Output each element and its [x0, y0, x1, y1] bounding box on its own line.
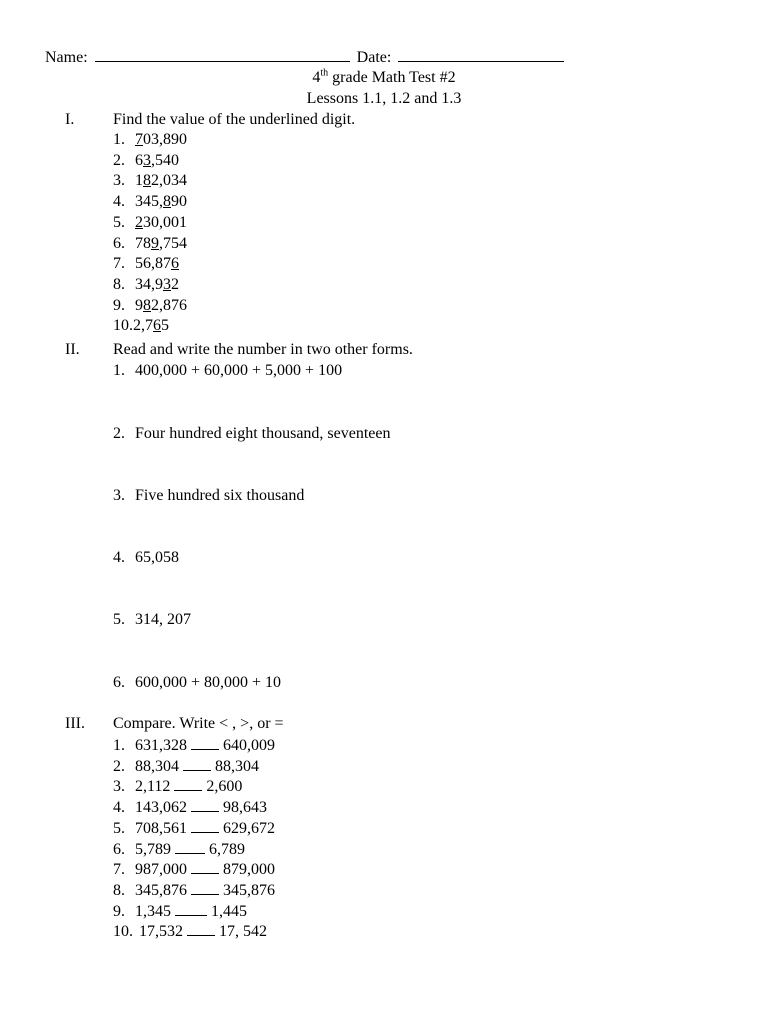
number-expression: Four hundred eight thousand, seventeen	[135, 425, 391, 442]
compare-left-value: 631,328	[135, 737, 191, 754]
section-3-item	[113, 818, 275, 839]
item-number: 5.	[113, 819, 125, 837]
compare-right-value: 2,600	[202, 778, 243, 796]
number-part: 56,87	[135, 255, 171, 273]
section-3-numeral: III.	[65, 715, 85, 732]
underlined-digit: 7	[135, 131, 143, 148]
section-2-item	[113, 610, 191, 630]
title-grade-suffix: th	[320, 67, 329, 79]
item-number: 1.	[113, 737, 125, 754]
item-number: 8.	[113, 881, 125, 899]
section-1-instruction: Find the value of the underlined digit.	[113, 111, 356, 128]
compare-answer-blank[interactable]	[175, 901, 207, 916]
underlined-digit: 3	[163, 275, 171, 293]
section-2-item	[113, 361, 342, 381]
number-expression: 600,000 + 80,000 + 10	[135, 674, 282, 691]
number-part: 2,034	[151, 172, 187, 190]
compare-left-value: 1,345	[135, 902, 175, 920]
item-number: 7.	[113, 255, 125, 273]
number-part: 6	[135, 151, 143, 169]
compare-right-value: 17, 542	[215, 923, 267, 941]
item-number: 10.	[113, 317, 133, 335]
underlined-digit: 2	[135, 213, 143, 231]
compare-answer-blank[interactable]	[191, 818, 219, 833]
number-part: 30,001	[143, 213, 187, 231]
item-number: 6.	[113, 234, 125, 252]
compare-answer-blank[interactable]	[191, 859, 219, 874]
item-number: 3.	[113, 778, 125, 796]
underlined-digit: 6	[171, 255, 179, 273]
section-3-item	[113, 921, 267, 942]
section-3-item	[113, 735, 275, 756]
compare-left-value: 17,532	[139, 923, 187, 941]
compare-answer-blank[interactable]	[175, 839, 205, 854]
number-part: 2,7	[133, 317, 153, 335]
compare-left-value: 345,876	[135, 881, 191, 899]
section-1-item	[113, 254, 179, 274]
header-line	[45, 47, 564, 68]
section-1-item	[113, 316, 169, 336]
number-part: 90	[171, 193, 187, 211]
compare-left-value: 987,000	[135, 861, 191, 879]
underlined-digit: 9	[151, 234, 159, 252]
section-3-item	[113, 776, 242, 797]
section-2-item	[113, 486, 304, 506]
compare-left-value: 2,112	[135, 778, 175, 796]
lessons-subtitle: Lessons 1.1, 1.2 and 1.3	[306, 90, 462, 107]
section-3-item	[113, 839, 245, 860]
underlined-digit: 8	[163, 193, 171, 211]
number-part: ,540	[151, 151, 179, 169]
name-blank[interactable]	[95, 47, 350, 62]
section-1-item	[113, 275, 179, 295]
compare-answer-blank[interactable]	[191, 880, 219, 895]
section-3-item	[113, 756, 259, 777]
section-1-item	[113, 171, 187, 191]
item-number: 2.	[113, 757, 125, 775]
compare-left-value: 5,789	[135, 840, 175, 858]
name-label: Name:	[45, 49, 88, 66]
item-number: 1.	[113, 131, 125, 148]
item-number: 4.	[113, 193, 125, 211]
compare-left-value: 708,561	[135, 819, 191, 837]
section-2-item	[113, 424, 391, 444]
compare-right-value: 629,672	[219, 819, 275, 837]
item-number: 6.	[113, 840, 125, 858]
item-number: 4.	[113, 549, 125, 566]
section-1-item	[113, 130, 187, 150]
compare-answer-blank[interactable]	[183, 756, 211, 771]
section-1-item	[113, 234, 187, 254]
number-expression: Five hundred six thousand	[135, 487, 305, 504]
section-3-item	[113, 797, 267, 818]
section-1-item	[113, 213, 187, 233]
section-3-instruction: Compare. Write < , >, or =	[113, 715, 284, 732]
compare-right-value: 1,445	[207, 902, 247, 920]
number-part: 345,	[135, 193, 163, 211]
number-expression: 65,058	[135, 549, 179, 566]
section-2-numeral: II.	[65, 341, 80, 358]
compare-answer-blank[interactable]	[191, 797, 219, 812]
number-expression: 314, 207	[135, 611, 191, 628]
item-number: 3.	[113, 487, 125, 504]
compare-right-value: 640,009	[219, 737, 275, 754]
item-number: 10.	[113, 923, 133, 941]
section-3-item	[113, 859, 275, 880]
item-number: 6.	[113, 674, 125, 691]
item-number: 5.	[113, 213, 125, 231]
item-number: 8.	[113, 275, 125, 293]
compare-left-value: 143,062	[135, 799, 191, 817]
item-number: 4.	[113, 799, 125, 817]
section-2-item	[113, 673, 281, 693]
compare-right-value: 345,876	[219, 881, 275, 899]
date-label: Date:	[356, 49, 392, 66]
title-text: grade Math Test #2	[328, 69, 456, 86]
section-2-item	[113, 548, 179, 568]
number-part: 34,9	[135, 275, 163, 293]
number-part: 2	[171, 275, 179, 293]
compare-right-value: 98,643	[219, 799, 267, 817]
compare-right-value: 6,789	[205, 840, 245, 858]
underlined-digit: 8	[143, 172, 151, 190]
underlined-digit: 3	[143, 151, 151, 169]
compare-answer-blank[interactable]	[187, 921, 215, 936]
section-3-item	[113, 901, 247, 922]
item-number: 1.	[113, 362, 125, 379]
section-3-item	[113, 880, 275, 901]
item-number: 9.	[113, 296, 125, 314]
number-part: 9	[135, 296, 143, 314]
section-1-item	[113, 151, 179, 171]
section-1-numeral: I.	[65, 111, 75, 128]
item-number: 2.	[113, 425, 125, 442]
number-part: 2,876	[151, 296, 187, 314]
number-part: ,754	[159, 234, 187, 252]
section-1-item	[113, 192, 187, 212]
number-part: 5	[161, 317, 169, 335]
date-blank[interactable]	[398, 47, 564, 62]
number-part: 03,890	[143, 131, 187, 148]
number-part: 78	[135, 234, 151, 252]
compare-answer-blank[interactable]	[191, 735, 219, 750]
section-1-item	[113, 296, 187, 316]
compare-right-value: 879,000	[219, 861, 275, 879]
item-number: 5.	[113, 611, 125, 628]
item-number: 3.	[113, 172, 125, 190]
item-number: 2.	[113, 151, 125, 169]
underlined-digit: 8	[143, 296, 151, 314]
test-title	[0, 68, 768, 88]
number-expression: 400,000 + 60,000 + 5,000 + 100	[135, 362, 343, 379]
title-grade-number: 4	[312, 69, 321, 86]
item-number: 9.	[113, 902, 125, 920]
compare-right-value: 88,304	[211, 757, 259, 775]
item-number: 7.	[113, 861, 125, 879]
compare-answer-blank[interactable]	[174, 776, 202, 791]
underlined-digit: 6	[153, 317, 161, 335]
section-2-instruction: Read and write the number in two other forms.	[113, 341, 413, 358]
number-part: 1	[135, 172, 143, 190]
compare-left-value: 88,304	[135, 757, 183, 775]
